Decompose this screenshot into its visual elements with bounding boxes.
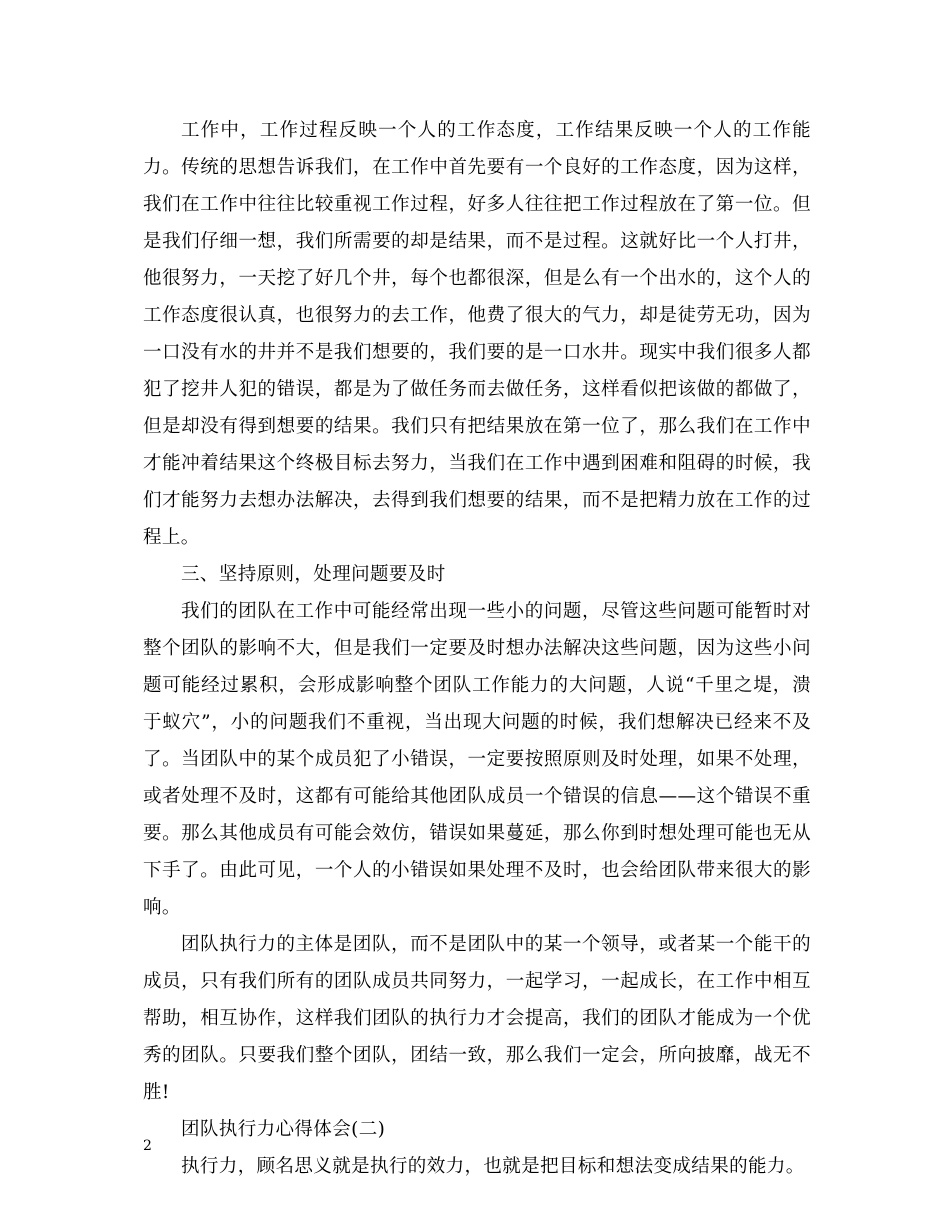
document-body <box>143 112 811 1185</box>
paragraph-team-subject: 团队执行力的主体是团队，而不是团队中的某一个领导，或者某一个能干的成员，只有我们所有的团队成员共同努力，一起学习，一起成长，在工作中相互帮助，相互协作，这样我们团队的执行力才会提高，我们的团队才能成为一个优秀的团队。只要我们整个团队，团结一致，那么我们一定会，所向披靡，战无不胜! <box>143 934 811 1103</box>
paragraph-small-problems: 我们的团队在工作中可能经常出现一些小的问题，尽管这些问题可能暂时对整个团队的影响不大，但是我们一定要及时想办法解决这些问题，因为这些小问题可能经过累积，会形成影响整个团队工作能力的大问题，人说“千里之堤，溃于蚁穴”，小的问题我们不重视，当出现大问题的时候，我们想解决已经来不及了。当团队中的某个成员犯了小错误，一定要按照原则及时处理，如果不处理，或者处理不及时，这都有可能给其他团队成员一个错误的信息——这个错误不重要。那么其他成员有可能会效仿，错误如果蔓延，那么你到时想处理可能也无从下手了。由此可见，一个人的小错误如果处理不及时，也会给团队带来很大的影响。 <box>143 601 811 918</box>
section-heading-part-two: 团队执行力心得体会(二) <box>181 1119 386 1140</box>
paragraph-execution-definition: 执行力，顾名思义就是执行的效力，也就是把目标和想法变成结果的能力。 <box>181 1156 805 1177</box>
section-heading-principles: 三、坚持原则，处理问题要及时 <box>181 564 446 585</box>
paragraph-work-process: 工作中，工作过程反映一个人的工作态度，工作结果反映一个人的工作能力。传统的思想告诉我们，在工作中首先要有一个良好的工作态度，因为这样，我们在工作中往往比较重视工作过程，好多人往往把工作过程放在了第一位。但是我们仔细一想，我们所需要的却是结果，而不是过程。这就好比一个人打井，他很努力，一天挖了好几个井，每个也都很深，但是么有一个出水的，这个人的工作态度很认真，也很努力的去工作，他费了很大的气力，却是徒劳无功，因为一口没有水的井并不是我们想要的，我们要的是一口水井。现实中我们很多人都犯了挖井人犯的错误，都是为了做任务而去做任务，这样看似把该做的都做了，但是却没有得到想要的结果。我们只有把结果放在第一位了，那么我们在工作中才能冲着结果这个终极目标去努力，当我们在工作中遇到困难和阻碍的时候，我们才能努力去想办法解决，去得到我们想要的结果，而不是把精力放在工作的过程上。 <box>143 120 811 548</box>
page-number: 2 <box>143 1138 152 1154</box>
